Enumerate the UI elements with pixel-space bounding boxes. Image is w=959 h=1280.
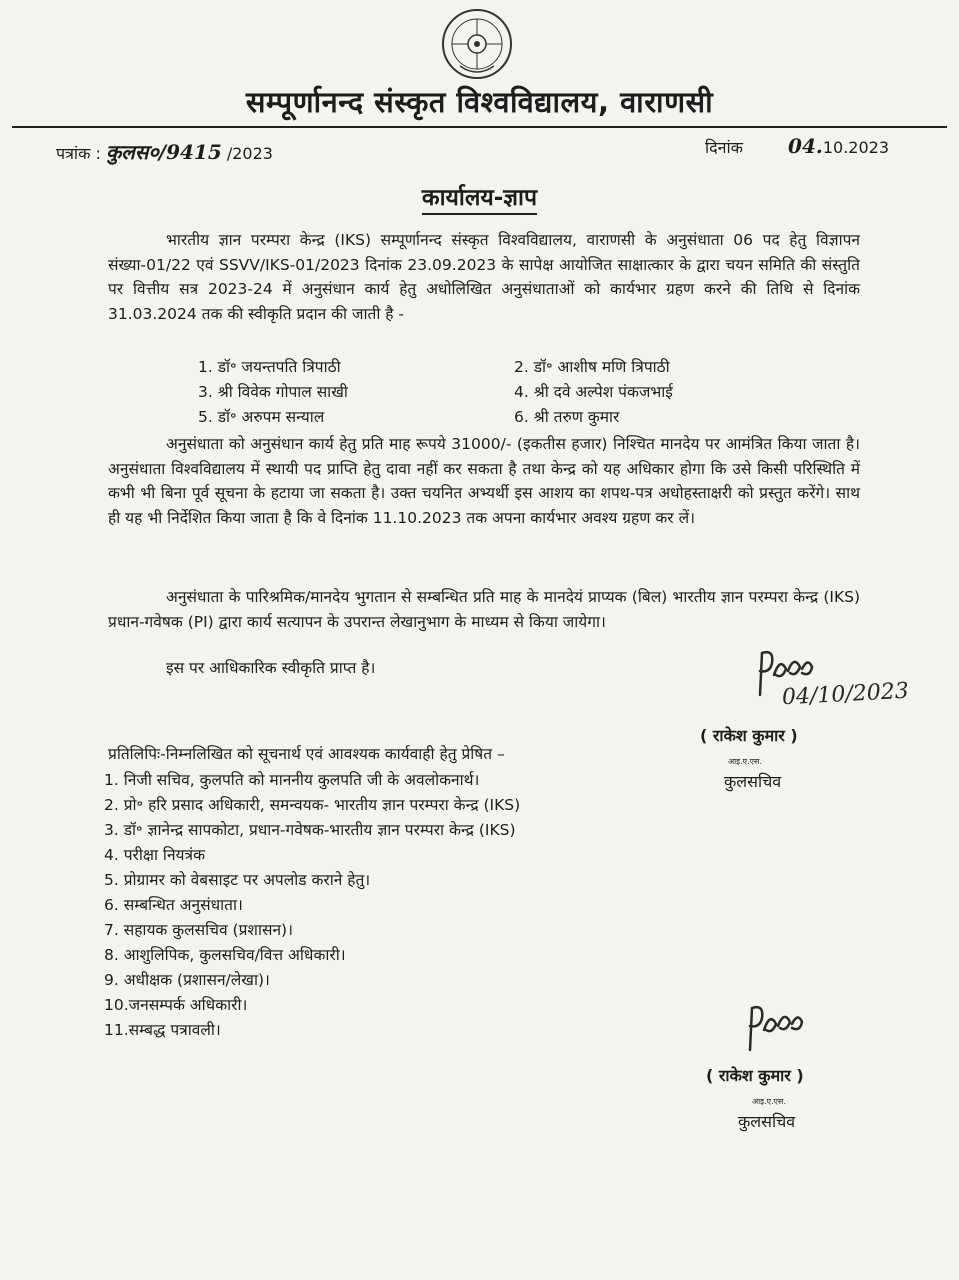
date-day-handwritten: 04.	[788, 134, 823, 158]
copy-item: 5. प्रोग्रामर को वेबसाइट पर अपलोड कराने हेतु।	[104, 871, 371, 889]
candidate-item: 3. श्री विवेक गोपाल साखी	[198, 383, 348, 401]
candidate-item: 1. डॉ॰ जयन्तपति त्रिपाठी	[198, 358, 341, 376]
date-rest: 10.2023	[822, 138, 890, 157]
candidate-item: 6. श्री तरुण कुमार	[514, 408, 620, 426]
copy-item: 1. निजी सचिव, कुलपति को माननीय कुलपति जी के अवलोकनार्थ।	[104, 771, 480, 789]
copy-item: 9. अधीक्षक (प्रशासन/लेखा)।	[104, 971, 270, 989]
signatory-abbr: आइ.ए.एस.	[728, 757, 762, 766]
signatory-designation: कुलसचिव	[738, 1112, 796, 1131]
signature-date-handwritten: 04/10/2023	[781, 678, 910, 711]
copy-item: 4. परीक्षा नियत्रंक	[104, 846, 205, 864]
paragraph-payment: अनुसंधाता के पारिश्रमिक/मानदेय भुगतान से सम्बन्धित प्रति माह के मानदेयं प्राप्यक (बिल) भारतीय ज्ञान परम्परा केन्द्र (IKS) प्रधान-गवेषक (PI) द्वारा कार्य सत्यापन के उपरान्त लेखानुभाग के माध्यम से किया जायेगा।	[108, 588, 860, 631]
paragraph-approval: इस पर आधिकारिक स्वीकृति प्राप्त है।	[166, 659, 376, 677]
copy-item: 7. सहायक कुलसचिव (प्रशासन)।	[104, 921, 293, 939]
copy-heading: प्रतिलिपिः-निम्नलिखित को सूचनार्थ एवं आवश्यक कार्यवाही हेतु प्रेषित –	[108, 745, 505, 763]
paragraph-appointment: भारतीय ज्ञान परम्परा केन्द्र (IKS) सम्पूर्णानन्द संस्कृत विश्वविद्यालय, वाराणसी के अनुसंधाता 06 पद हेतु विज्ञापन संख्या-01/22 एवं SSVV/IKS-01/2023 दिनांक 23.09.2023 के सापेक्ष आयोजित साक्षात्कार के द्वारा चयन समिति की संस्तुति पर वित्तीय सत्र 2023-24 में अनुसंधान कार्य हेतु अधोलिखित अनुसंधाताओं को कार्यभार ग्रहण करने की तिथि से दिनांक 31.03.2024 तक की स्वीकृति प्रदान की जाती है -	[108, 231, 860, 323]
ref-label: पत्रांक :	[56, 144, 101, 163]
copy-item: 6. सम्बन्धित अनुसंधाता।	[104, 896, 243, 914]
candidate-item: 2. डॉ॰ आशीष मणि त्रिपाठी	[514, 358, 670, 376]
copy-item: 8. आशुलिपिक, कुलसचिव/वित्त अधिकारी।	[104, 946, 346, 964]
university-seal-logo	[440, 6, 514, 86]
copy-item: 11.सम्बद्ध पत्रावली।	[104, 1021, 221, 1039]
copy-item: 2. प्रो॰ हरि प्रसाद अधिकारी, समन्वयक- भारतीय ज्ञान परम्परा केन्द्र (IKS)	[104, 796, 521, 814]
copy-item: 3. डॉ॰ ज्ञानेन्द्र सापकोटा, प्रधान-गवेषक-भारतीय ज्ञान परम्परा केन्द्र (IKS)	[104, 821, 516, 839]
ref-year: /2023	[226, 144, 273, 163]
document-date	[705, 134, 889, 158]
signatory-name: ( राकेश कुमार )	[700, 726, 798, 745]
header-divider	[12, 126, 947, 128]
paragraph-honorarium: अनुसंधाता को अनुसंधान कार्य हेतु प्रति माह रूपये 31000/- (इकतीस हजार) निश्चित मानदेय पर आमंत्रित किया जाता है। अनुसंधाता विश्वविद्यालय में स्थायी पद प्राप्ति हेतु दावा नहीं कर सकता है तथा केन्द्र को यह अधिकार होगा कि उसे किसी परिस्थिति में कभी भी बिना पूर्व सूचना के हटाया जा सकता है। उक्त चयनित अभ्यर्थी इस आशय का शपथ-पत्र अधोहस्ताक्षरी को प्रस्तुत करेंगे। साथ ही यह भी निर्देशित किया जाता है कि वे दिनांक 11.10.2023 तक अपना कार्यभार अवश्य ग्रहण कर लें।	[108, 435, 860, 527]
title-text: कार्यालय-ज्ञाप	[422, 185, 537, 215]
university-name: सम्पूर्णानन्द संस्कृत विश्वविद्यालय, वाराणसी	[245, 85, 714, 119]
copy-list	[104, 768, 520, 1043]
signatory-abbr: आइ.ए.एस.	[752, 1097, 786, 1106]
date-label: दिनांक	[705, 138, 743, 157]
ref-number-handwritten: कुलस०/9415	[105, 140, 222, 164]
candidate-item: 5. डॉ॰ अरुपम सन्याल	[198, 408, 325, 426]
candidate-item: 4. श्री दवे अल्पेश पंकजभाई	[514, 383, 673, 401]
signatory-designation: कुलसचिव	[724, 772, 782, 791]
copy-item: 10.जनसम्पर्क अधिकारी।	[104, 996, 248, 1014]
document-title	[0, 180, 959, 212]
reference-number	[56, 138, 273, 165]
signature-handwritten	[740, 1000, 840, 1060]
signatory-name: ( राकेश कुमार )	[706, 1066, 804, 1085]
